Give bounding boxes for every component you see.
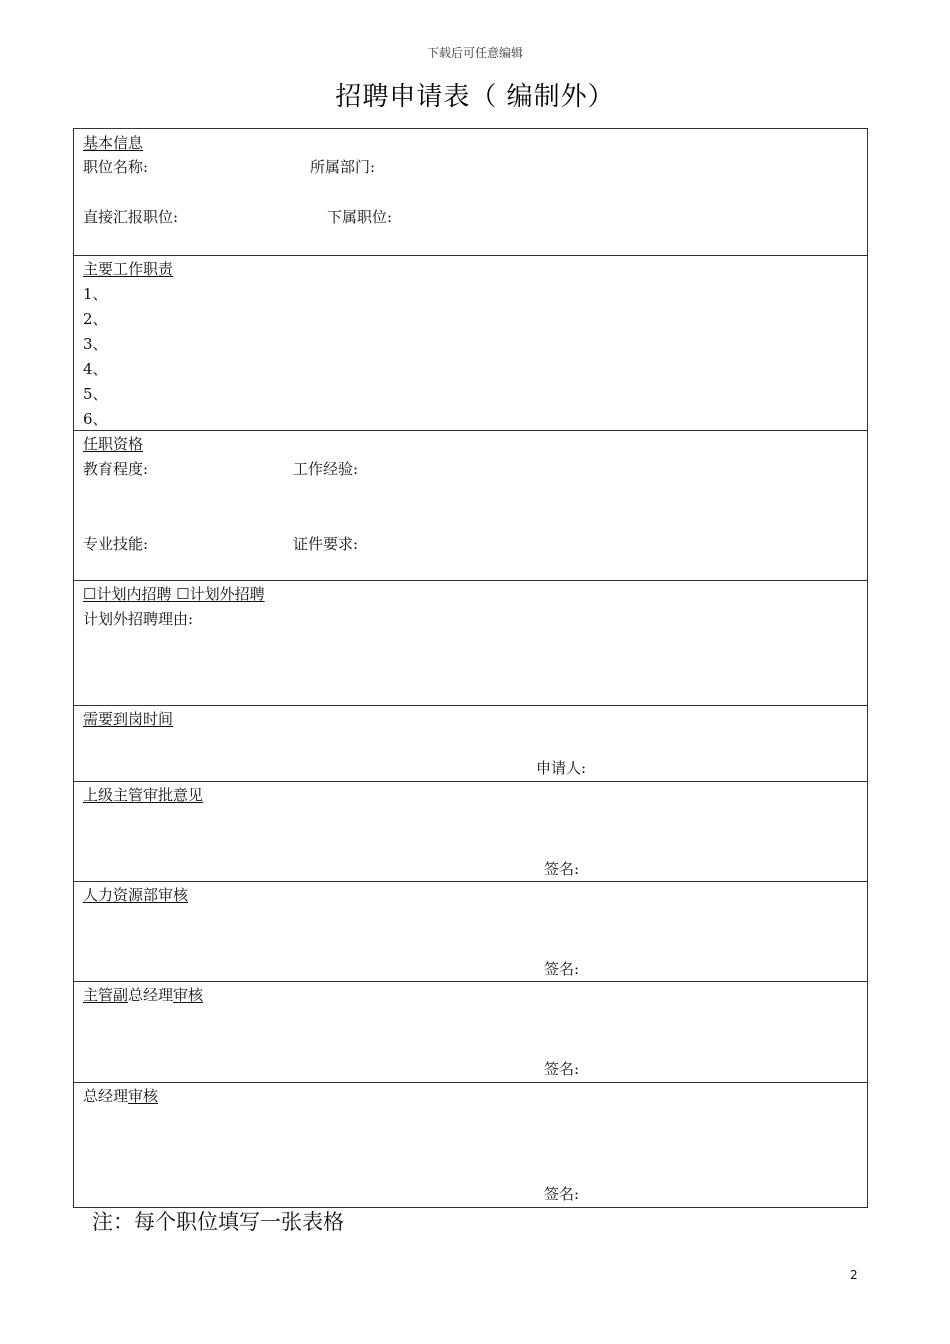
section-arrival-time bbox=[74, 705, 867, 781]
duty-item-5: 5、 bbox=[83, 385, 108, 403]
certificate-label: 证件要求: bbox=[293, 535, 359, 553]
footnote: 注：每个职位填写一张表格 bbox=[92, 1210, 344, 1234]
gm-heading-part2: 审核 bbox=[128, 1087, 159, 1105]
gm-heading-part1: 总经理 bbox=[83, 1087, 129, 1105]
department-label: 所属部门: bbox=[310, 158, 376, 176]
unplanned-reason-label: 计划外招聘理由: bbox=[83, 610, 194, 628]
duties-heading: 主要工作职责 bbox=[83, 260, 174, 278]
hr-review-heading: 人力资源部审核 bbox=[83, 886, 189, 904]
position-name-label: 职位名称: bbox=[83, 158, 149, 176]
recruit-plan-checkboxes[interactable]: ☐计划内招聘 ☐计划外招聘 bbox=[83, 585, 265, 603]
duty-item-1: 1、 bbox=[83, 285, 108, 303]
gm-sign-label: 签名: bbox=[544, 1185, 580, 1203]
deputy-gm-heading bbox=[83, 986, 203, 1004]
duty-item-4: 4、 bbox=[83, 360, 108, 378]
arrival-time-heading: 需要到岗时间 bbox=[83, 710, 174, 728]
qualification-heading: 任职资格 bbox=[83, 435, 144, 453]
basic-info-heading: 基本信息 bbox=[83, 134, 144, 152]
experience-label: 工作经验: bbox=[293, 460, 359, 478]
section-recruit-plan bbox=[74, 580, 867, 705]
section-supervisor-approval bbox=[74, 781, 867, 881]
deputy-gm-heading-part3: 审核 bbox=[173, 986, 204, 1004]
deputy-gm-heading-part2: 总经理 bbox=[128, 986, 174, 1004]
hr-sign-label: 签名: bbox=[544, 960, 580, 978]
application-form bbox=[73, 128, 868, 1208]
education-label: 教育程度: bbox=[83, 460, 149, 478]
duty-item-2: 2、 bbox=[83, 310, 108, 328]
page-number: 2 bbox=[850, 1268, 858, 1282]
subordinate-label: 下属职位: bbox=[327, 208, 393, 226]
supervisor-sign-label: 签名: bbox=[544, 860, 580, 878]
report-to-label: 直接汇报职位: bbox=[83, 208, 179, 226]
header-note: 下载后可任意编辑 bbox=[426, 46, 523, 60]
duty-item-3: 3、 bbox=[83, 335, 108, 353]
page-title: 招聘申请表（ 编制外） bbox=[335, 82, 615, 112]
section-qualification bbox=[74, 430, 867, 580]
skills-label: 专业技能: bbox=[83, 535, 149, 553]
section-duties bbox=[74, 255, 867, 430]
supervisor-approval-heading: 上级主管审批意见 bbox=[83, 786, 204, 804]
section-hr-review bbox=[74, 881, 867, 981]
gm-heading bbox=[83, 1087, 158, 1105]
duty-item-6: 6、 bbox=[83, 410, 108, 428]
section-basic-info bbox=[74, 129, 867, 255]
deputy-gm-heading-part1: 主管副 bbox=[83, 986, 129, 1004]
section-deputy-gm-review bbox=[74, 981, 867, 1082]
applicant-label: 申请人: bbox=[536, 759, 587, 777]
section-gm-review bbox=[74, 1082, 867, 1207]
deputy-gm-sign-label: 签名: bbox=[544, 1060, 580, 1078]
